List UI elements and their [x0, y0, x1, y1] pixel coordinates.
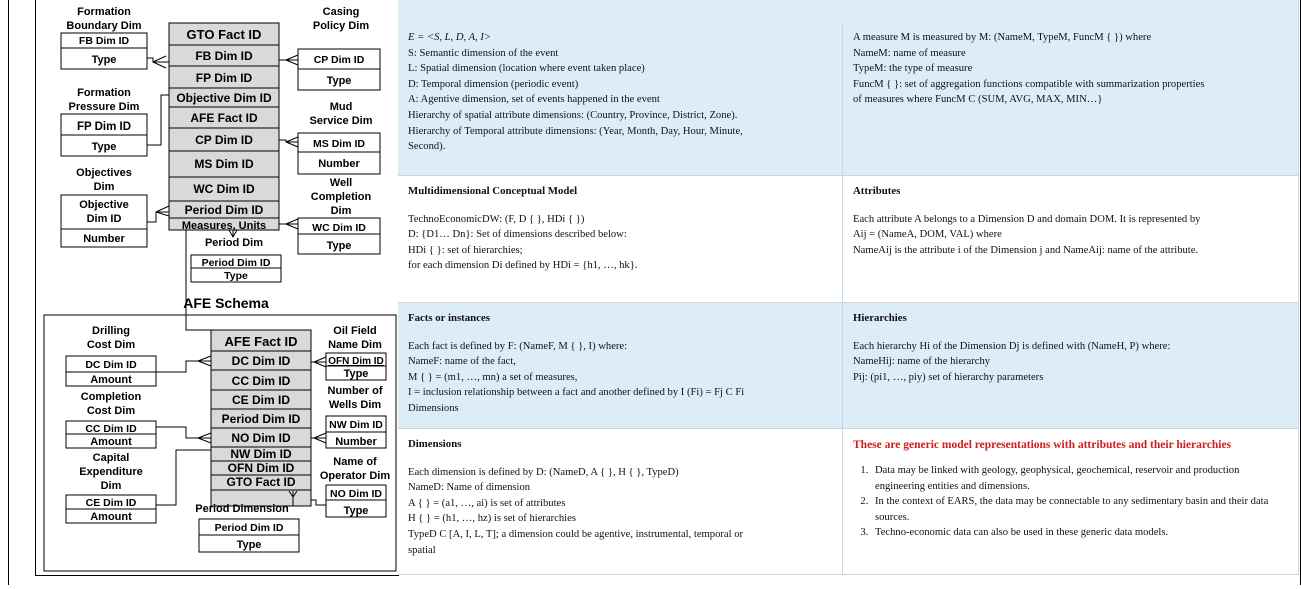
dim-field: Number — [83, 233, 125, 245]
text-line: A: Agentive dimension, set of events happened in the event — [408, 94, 660, 106]
dim-field: FP Dim ID — [76, 121, 132, 133]
dim-field: CP Dim ID — [313, 54, 365, 66]
dim-title: Name of — [333, 456, 377, 468]
fact-field: DC Dim ID — [231, 354, 291, 368]
text-line: NameAij is the attribute i of the Dimension j and NameAij: name of the attribute. — [853, 244, 1199, 256]
dim-field: Amount — [90, 374, 132, 386]
text-line: HDi { }: set of hierarchies; — [408, 244, 523, 256]
cell-heading: Facts or instances — [408, 312, 490, 324]
fact-field: FP Dim ID — [195, 71, 253, 85]
dim-field: Objective — [79, 199, 129, 211]
bottom-fact-table — [211, 330, 311, 506]
text-line: for each dimension Di defined by HDi = {h1, …, hk}. — [408, 260, 638, 272]
dim-field: Type — [343, 505, 369, 517]
text-line: A measure M is measured by M: (NameM, TypeM, FuncM { }) where — [853, 32, 1152, 43]
text-line: NameHij: name of the hierarchy — [853, 356, 991, 368]
event-definition-cell — [398, 22, 843, 176]
dim-title: Number of — [327, 385, 383, 397]
text-line: S: Semantic dimension of the event — [408, 47, 559, 59]
dim-field: Dim ID — [86, 213, 122, 225]
dim-field: CE Dim ID — [85, 497, 137, 509]
dim-field: Type — [91, 54, 117, 66]
schema-diagram-panel — [35, 0, 399, 576]
dim-title: Dim — [330, 205, 352, 217]
dim-title: Dim — [100, 480, 122, 492]
fact-field: CE Dim ID — [231, 393, 291, 407]
fact-field: NO Dim ID — [231, 431, 291, 445]
event-formula: E = <S, L, D, A, I> — [408, 32, 492, 43]
no-dim-entity — [320, 456, 391, 517]
period-dim-entity — [191, 237, 281, 282]
fact-field: GTO Fact ID — [226, 475, 296, 489]
wc-dim-entity — [298, 177, 380, 254]
dim-field: MS Dim ID — [313, 138, 365, 150]
list-item: 2. In the context of EARS, the data may be connectable to any sedimentary basin and their data sources. — [871, 494, 1288, 525]
dim-title: Formation — [77, 6, 131, 18]
fact-field: Objective Dim ID — [176, 91, 272, 105]
cp-dim-entity — [298, 6, 380, 90]
cell-heading: Hierarchies — [853, 312, 907, 324]
dim-title: Wells Dim — [328, 399, 382, 411]
fact-field: AFE Fact ID — [190, 111, 258, 125]
dim-title: Completion — [80, 391, 142, 403]
fp-dim-entity — [61, 87, 147, 156]
dim-title: Mud — [329, 101, 353, 113]
cell-heading: Attributes — [853, 185, 901, 197]
top-fact-table — [169, 23, 279, 232]
text-line: Each fact is defined by F: (NameF, M { }, I) where: — [408, 340, 628, 352]
dim-field: Number — [318, 158, 360, 170]
multidimensional-model-cell — [398, 176, 843, 303]
attributes-cell — [843, 176, 1299, 303]
fact-field: Period Dim ID — [221, 412, 301, 426]
dim-field: OFN Dim ID — [328, 356, 384, 367]
ofn-dim-entity — [326, 325, 386, 380]
dim-field: DC Dim ID — [85, 359, 137, 371]
fact-field: NW Dim ID — [230, 447, 292, 461]
dim-title: Capital — [92, 452, 130, 464]
dim-title: Well — [329, 177, 353, 189]
dim-title: Objectives — [76, 167, 132, 179]
text-line: spatial — [408, 544, 436, 556]
text-line: I = inclusion relationship between a fact and another defined by I (Fi) = Fj C Fi — [408, 387, 745, 399]
text-line: NameM: name of measure — [853, 47, 966, 59]
fb-dim-entity — [61, 6, 147, 69]
dim-field: Period Dim ID — [214, 522, 284, 534]
star-schema-svg — [36, 0, 398, 575]
dim-title: Drilling — [92, 325, 130, 337]
dim-title: Pressure Dim — [68, 101, 140, 113]
list-item: 1. Data may be linked with geology, geophysical, geochemical, reservoir and production engineering entities and dimensions. — [871, 463, 1288, 494]
dim-field: FB Dim ID — [78, 35, 130, 47]
fact-field: OFN Dim ID — [227, 461, 295, 475]
dim-field: Type — [224, 270, 248, 282]
nw-dim-entity — [326, 385, 386, 448]
fact-field: Period Dim ID — [184, 203, 264, 217]
ms-dim-entity — [298, 101, 380, 174]
text-line: L: Spatial dimension (location where event taken place) — [408, 63, 645, 75]
dim-title: Cost Dim — [86, 405, 136, 417]
cell-heading: Dimensions — [408, 438, 462, 450]
facts-cell — [398, 303, 843, 429]
dim-title: Dim — [93, 181, 115, 193]
text-line: H { } = (h1, …, hz) is set of hierarchies — [408, 513, 576, 525]
text-line: Aij = (NameA, DOM, VAL) where — [853, 229, 1002, 241]
fact-field: CP Dim ID — [195, 133, 253, 147]
fact-field: Measures, Units — [181, 220, 267, 232]
period-dimension-entity — [195, 503, 299, 552]
text-line: NameD: Name of dimension — [408, 482, 531, 494]
dim-title: Formation — [77, 87, 131, 99]
dim-field: NW Dim ID — [329, 419, 383, 431]
hierarchies-cell — [843, 303, 1299, 429]
dim-title: Expenditure — [79, 466, 143, 478]
text-line: TechnoEconomicDW: (F, D { }, HDi { }) — [408, 213, 585, 225]
text-line: Each dimension is defined by D: (NameD, A { }, H { }, TypeD) — [408, 466, 679, 478]
text-line: Hierarchy of Temporal attribute dimensions: (Year, Month, Day, Hour, Minute, — [408, 125, 743, 137]
objectives-dim-entity — [61, 167, 147, 247]
dim-field: Period Dim ID — [201, 257, 271, 269]
dim-title: Casing — [322, 6, 360, 18]
dim-title: Service Dim — [309, 115, 373, 127]
top-strip — [398, 0, 1299, 22]
text-line: D: Temporal dimension (periodic event) — [408, 78, 579, 90]
text-line: A { } = (a1, …, ai) is set of attributes — [408, 497, 566, 509]
cell-heading: Multidimensional Conceptual Model — [408, 185, 578, 197]
generic-models-cell — [843, 429, 1299, 575]
dim-field: Amount — [90, 436, 132, 448]
measure-definition-cell — [843, 22, 1299, 176]
generic-models-list — [853, 463, 1288, 541]
text-line: FuncM { }: set of aggregation functions compatible with summarization properties — [853, 78, 1205, 90]
dc-dim-entity — [66, 325, 156, 386]
text-line: Second). — [408, 141, 446, 153]
dim-field: WC Dim ID — [312, 222, 366, 234]
dim-title: Name Dim — [328, 339, 382, 351]
dim-field: NO Dim ID — [330, 488, 382, 500]
dim-field: Number — [335, 436, 377, 448]
fact-field: WC Dim ID — [193, 182, 255, 196]
dim-field: CC Dim ID — [85, 423, 137, 435]
fact-field: GTO Fact ID — [186, 27, 262, 42]
dim-title: Operator Dim — [319, 470, 391, 482]
text-line: Each attribute A belongs to a Dimension D and domain DOM. It is represented by — [853, 213, 1201, 225]
text-line: D: {D1… Dn}: Set of dimensions described below: — [408, 229, 627, 241]
red-heading: These are generic model representations with attributes and their hierarchies — [853, 439, 1232, 451]
text-line: TypeM: the type of measure — [853, 63, 973, 75]
dim-field: Type — [326, 75, 352, 87]
schema-title: AFE Schema — [183, 295, 269, 311]
dim-title: Period Dim — [204, 237, 264, 249]
text-line: Each hierarchy Hi of the Dimension Dj is defined with (NameH, P) where: — [853, 340, 1171, 352]
dim-field: Type — [343, 368, 369, 380]
dim-field: Type — [326, 240, 352, 252]
text-line: NameF: name of the fact, — [408, 356, 516, 368]
fact-field: AFE Fact ID — [224, 334, 298, 349]
text-line: Hierarchy of spatial attribute dimensions: (Country, Province, District, Zone). — [408, 109, 738, 121]
dim-title: Completion — [310, 191, 372, 203]
dim-title: Boundary Dim — [66, 20, 142, 32]
cc-dim-entity — [66, 391, 156, 448]
ce-dim-entity — [66, 452, 156, 523]
dim-field: Type — [91, 141, 117, 153]
text-line: of measures where FuncM C (SUM, AVG, MAX, MIN…} — [853, 94, 1103, 106]
text-line: Pij: (pi1, …, piy) set of hierarchy parameters — [853, 371, 1044, 383]
fact-field: FB Dim ID — [195, 49, 253, 63]
text-line: M { } = (m1, …, mn) a set of measures, — [408, 371, 578, 383]
fact-field: MS Dim ID — [194, 157, 254, 171]
dim-field: Type — [236, 539, 262, 551]
dim-title: Oil Field — [333, 325, 377, 337]
fact-field: CC Dim ID — [231, 374, 291, 388]
list-item: 3. Techno-economic data can also be used in these generic data models. — [871, 525, 1288, 541]
dim-title: Cost Dim — [86, 339, 136, 351]
dimensions-cell — [398, 429, 843, 575]
dim-title: Period Dimension — [195, 503, 289, 515]
text-line: TypeD C [A, I, L, T]; a dimension could be agentive, instrumental, temporal or — [408, 528, 744, 540]
text-line: Dimensions — [408, 402, 459, 414]
dim-title: Policy Dim — [312, 20, 370, 32]
dim-field: Amount — [90, 511, 132, 523]
